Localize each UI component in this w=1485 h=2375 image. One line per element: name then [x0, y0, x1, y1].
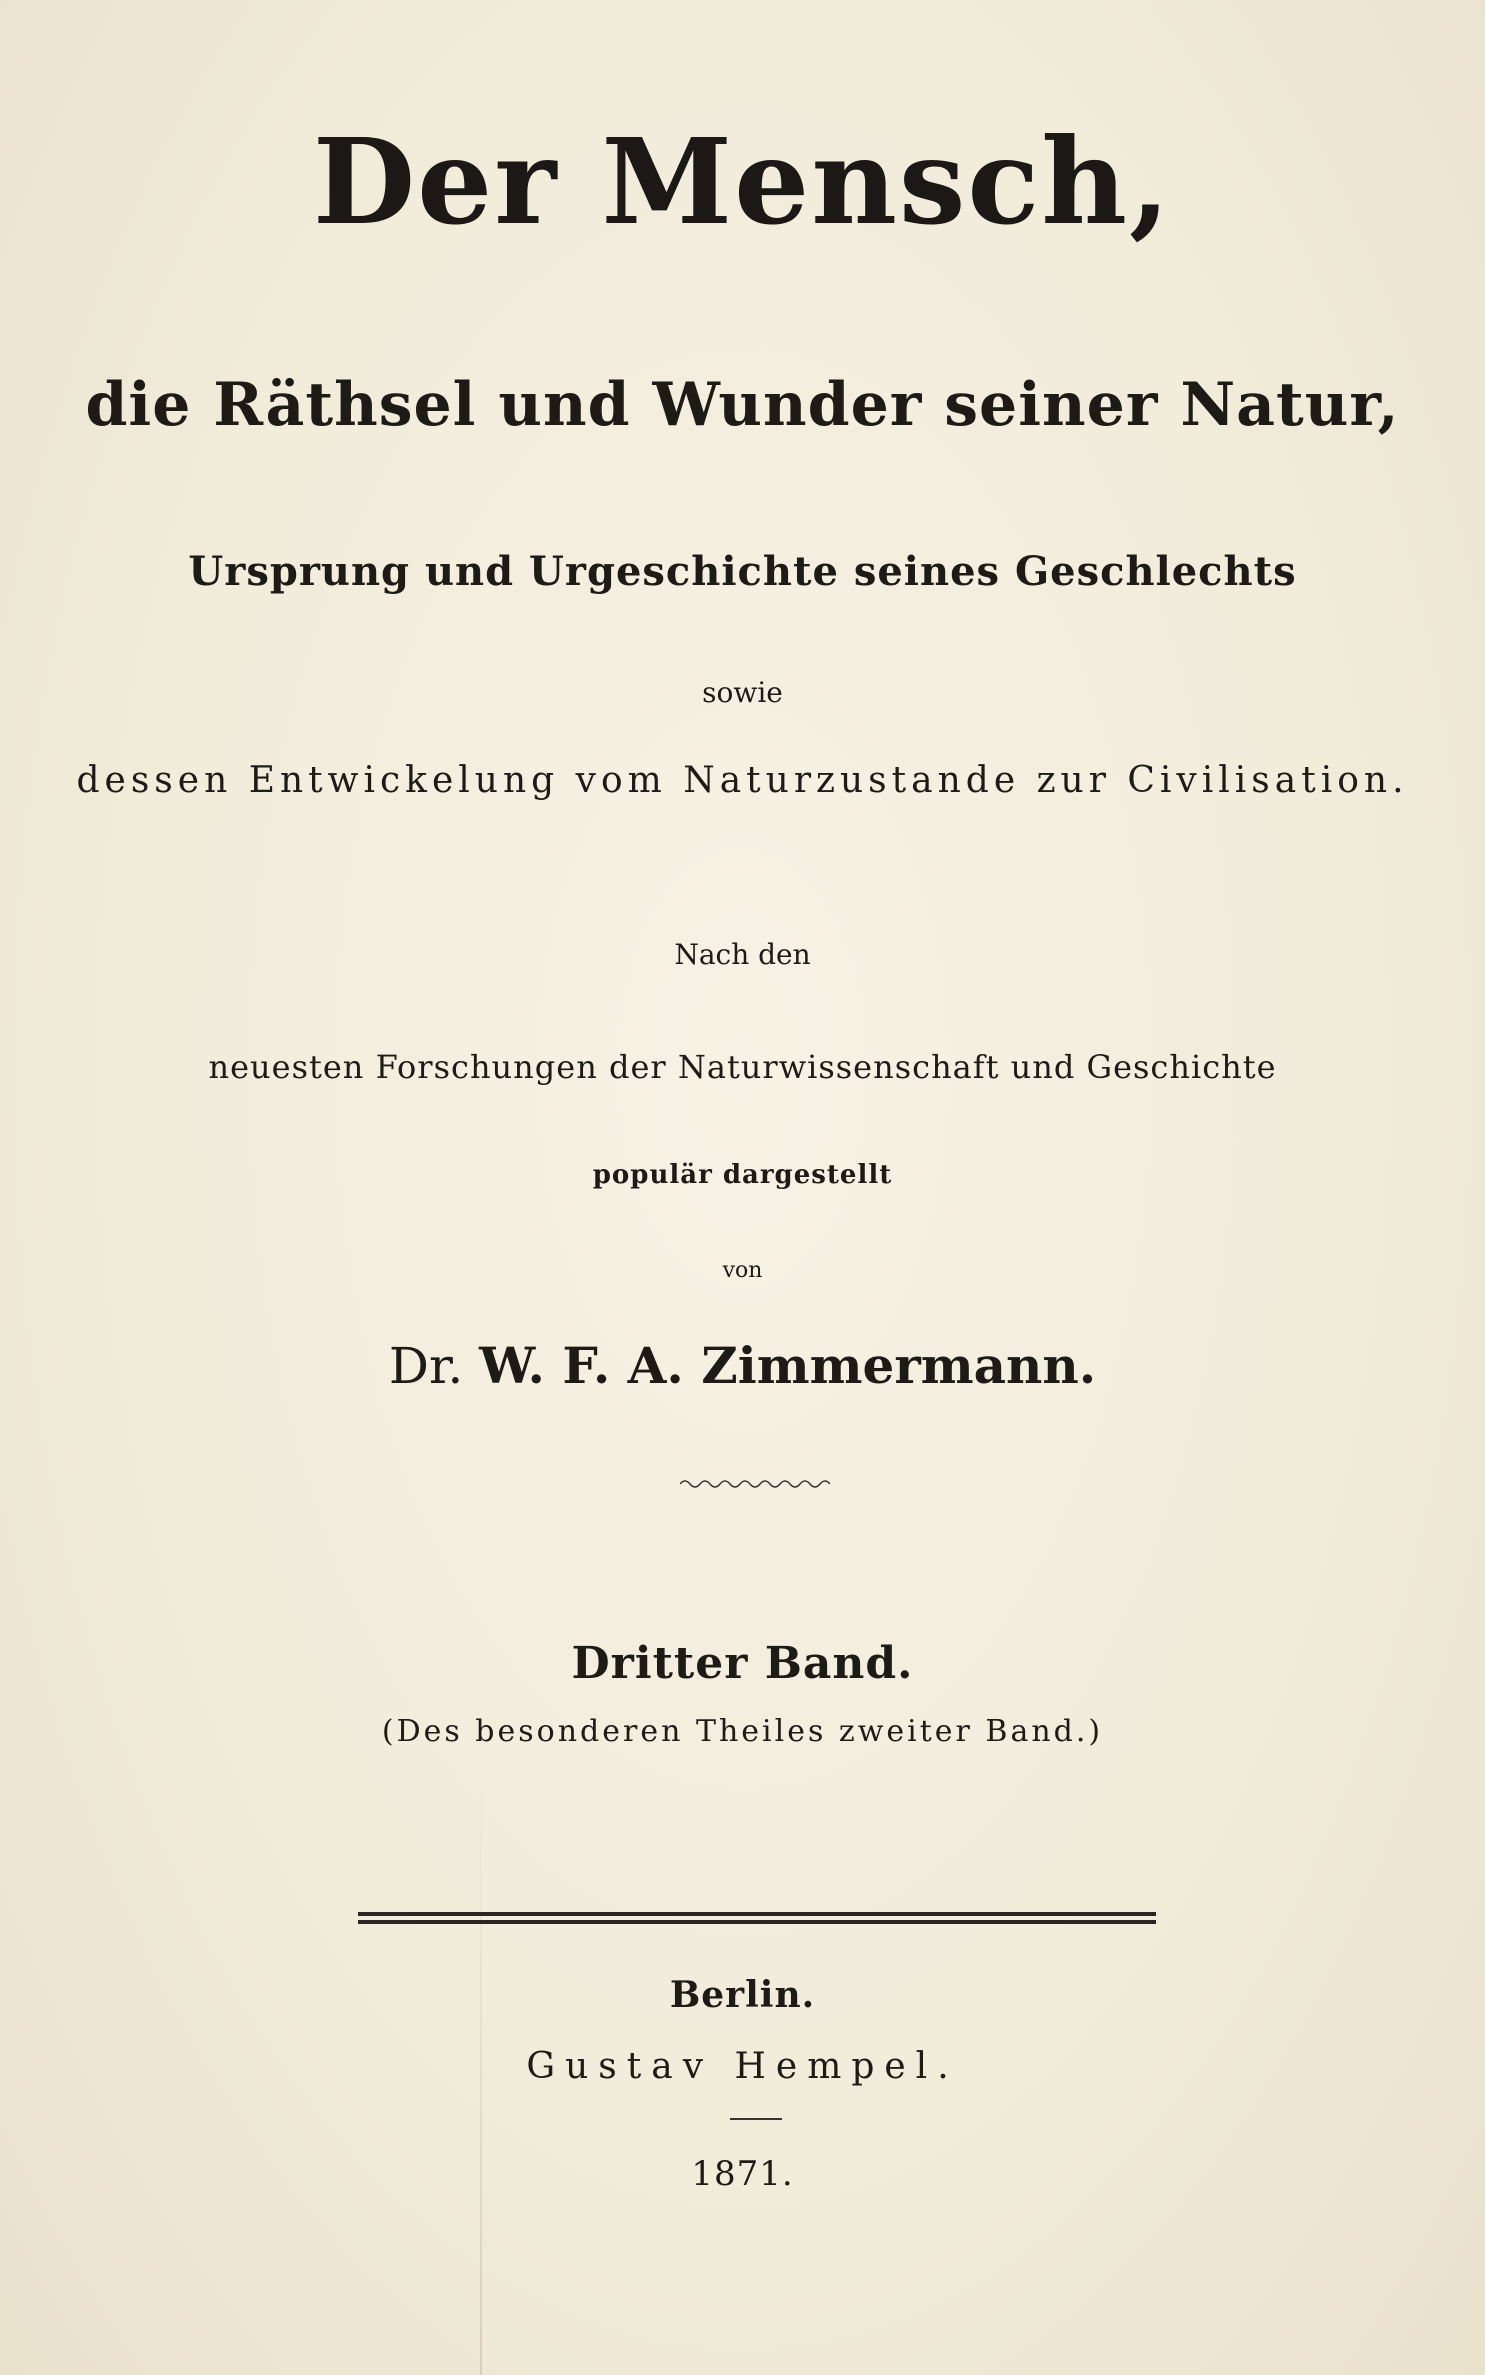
book-subtitle-3: dessen Entwickelung vom Naturzustande zur Civilisation.: [76, 760, 1409, 801]
double-rule-top: [358, 1912, 1156, 1916]
volume-title: Dritter Band.: [571, 1638, 914, 1689]
book-title: Der Mensch,: [312, 112, 1173, 251]
publisher-name: Gustav Hempel.: [526, 2046, 959, 2087]
author-name: W. F. A. Zimmermann.: [479, 1336, 1097, 1395]
conjunction-text: sowie: [702, 676, 783, 709]
publication-year: 1871.: [691, 2154, 794, 2194]
short-rule: [730, 2118, 782, 2120]
volume-note: (Des besonderen Theiles zweiter Band.): [381, 1714, 1104, 1749]
book-subtitle-2: Ursprung und Urgeschichte seines Geschlechts: [188, 548, 1297, 595]
book-subtitle: die Räthsel und Wunder seiner Natur,: [85, 370, 1400, 440]
author: [0, 1336, 1485, 1395]
author-prefix: Dr.: [388, 1337, 464, 1395]
publication-city: Berlin.: [669, 1974, 816, 2016]
by-text: von: [722, 1258, 763, 1283]
according-text: Nach den: [674, 938, 811, 971]
presented-text: populär dargestellt: [592, 1160, 893, 1190]
double-rule-bottom: [358, 1920, 1156, 1924]
sources-text: neuesten Forschungen der Naturwissenschaft und Geschichte: [208, 1048, 1277, 1086]
wavy-ornament: [680, 1478, 830, 1490]
